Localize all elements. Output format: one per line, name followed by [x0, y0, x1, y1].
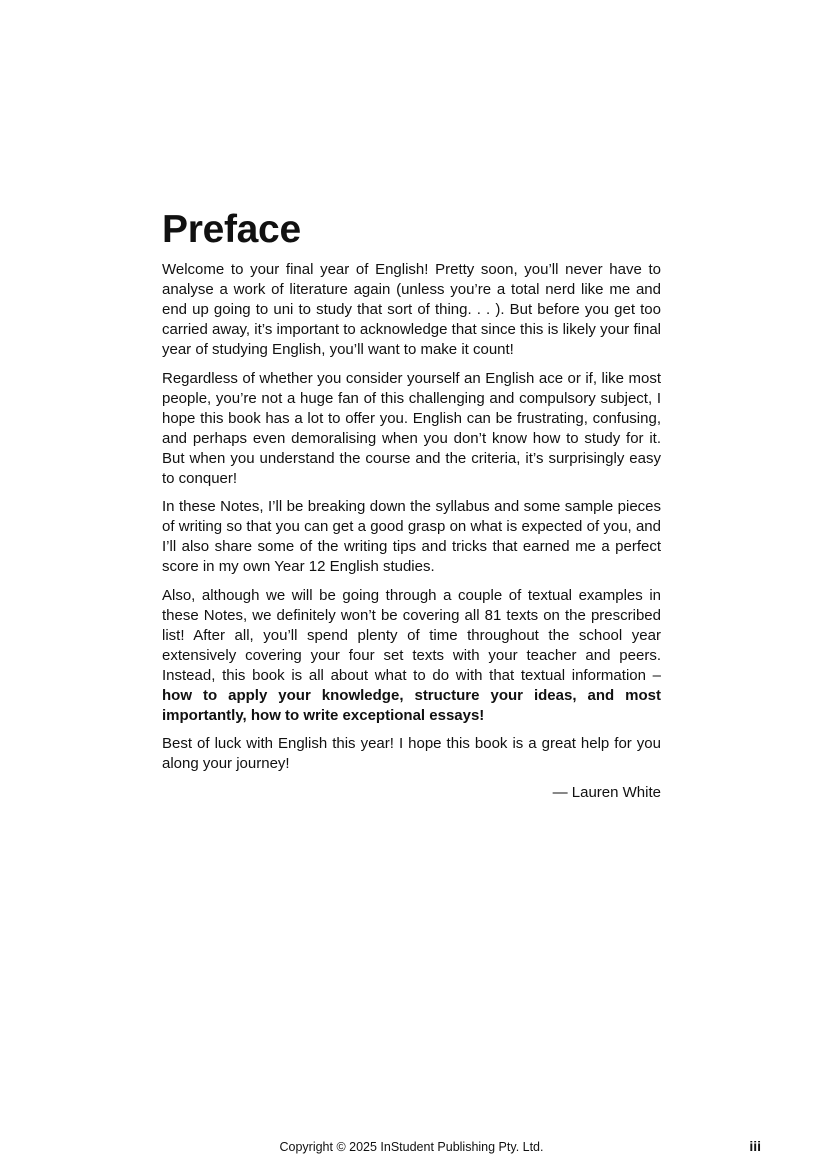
paragraph-textual-examples-text: Also, although we will be going through a couple of textual examples in these Notes, we definitely won’t be covering all 81 texts on the prescribed list! After all, you’ll spend plenty of time throughout the school year extensively covering your four set texts with your teacher and peers. Instead, this book is all about what to do with that textual information –: [162, 586, 661, 684]
paragraph-emphasis: how to apply your knowledge, structure your ideas, and most importantly, how to write exceptional essays!: [162, 686, 661, 724]
page-title: Preface: [162, 208, 301, 251]
footer-copyright: Copyright © 2025 InStudent Publishing Pty. Ltd.: [279, 1140, 544, 1154]
author-signature: — Lauren White: [552, 783, 661, 801]
paragraph-textual-examples: [162, 586, 661, 726]
paragraph-notes: In these Notes, I’ll be breaking down the syllabus and some sample pieces of writing so that you can get a good grasp on what is expected of you, and I’ll also share some of the writing tips and tricks that earned me a perfect score in my own Year 12 English studies.: [162, 498, 661, 575]
paragraph-welcome: Welcome to your final year of English! Pretty soon, you’ll never have to analyse a work of literature again (unless you’re a total nerd like me and end up going to uni to study that sort of thing. . . ). But before you get too carried away, it’s important to acknowledge that since this is likely your final year of studying English, you’ll want to make it count!: [162, 261, 661, 358]
preface-section: [162, 206, 661, 803]
page-number: iii: [749, 1138, 761, 1154]
paragraph-best-of-luck: Best of luck with English this year! I hope this book is a great help for you along your journey!: [162, 735, 661, 772]
paragraph-regardless: Regardless of whether you consider yourself an English ace or if, like most people, you’re not a huge fan of this challenging and compulsory subject, I hope this book has a lot to offer you. English can be frustrating, confusing, and perhaps even demoralising when you don’t know how to study for it. But when you understand the course and the criteria, it’s surprisingly easy to conquer!: [162, 369, 661, 487]
